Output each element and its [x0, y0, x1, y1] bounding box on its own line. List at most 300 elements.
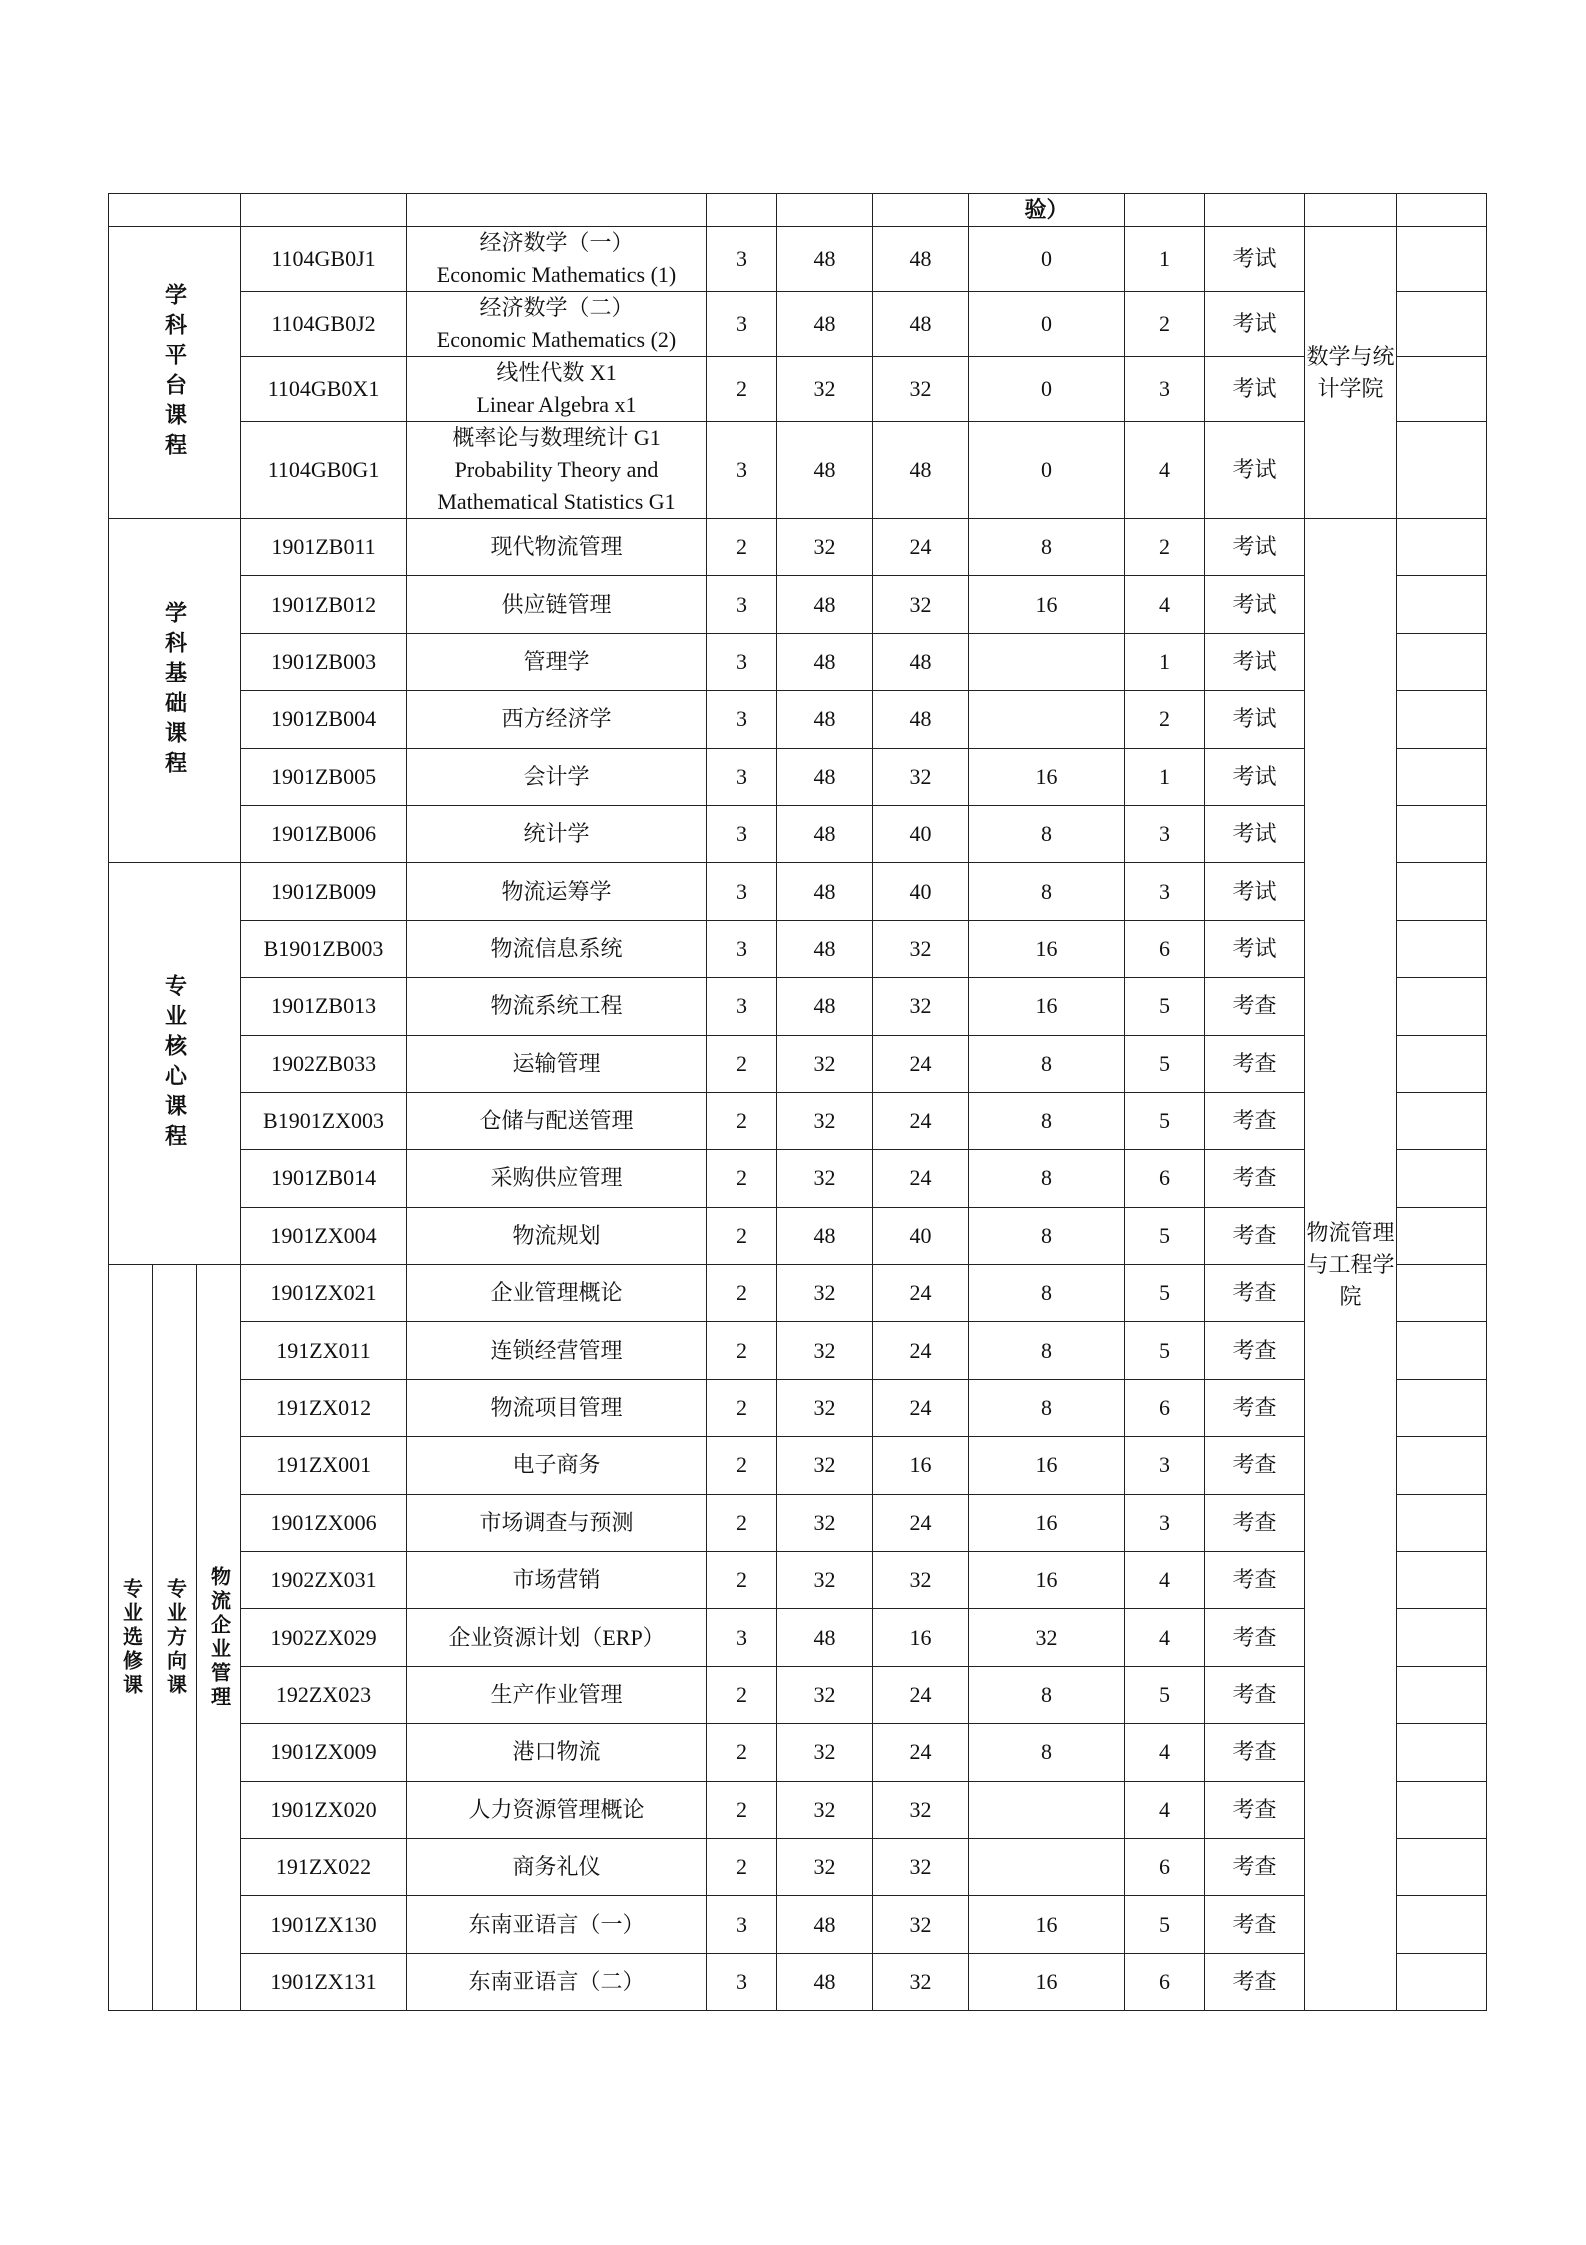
course-name-en: Probability Theory and Mathematical Statistics G1 [437, 457, 676, 514]
course-name: 市场营销 [407, 1552, 707, 1609]
theory-hours: 24 [873, 519, 969, 576]
course-name: 物流运筹学 [407, 863, 707, 920]
course-code: 1902ZB033 [241, 1035, 407, 1092]
total-hours: 48 [777, 1609, 873, 1666]
practice-hours: 0 [969, 422, 1125, 519]
course-name: 连锁经营管理 [407, 1322, 707, 1379]
total-hours: 48 [777, 691, 873, 748]
table-row [109, 292, 1487, 357]
total-hours: 32 [777, 1552, 873, 1609]
course-credits: 2 [707, 1150, 777, 1207]
theory-hours: 48 [873, 292, 969, 357]
semester: 2 [1125, 292, 1205, 357]
remarks-cell [1397, 1609, 1487, 1666]
remarks-cell [1397, 1781, 1487, 1838]
remarks-cell [1397, 227, 1487, 292]
semester: 5 [1125, 978, 1205, 1035]
empty-cell [873, 194, 969, 227]
empty-cell [707, 194, 777, 227]
course-name [407, 422, 707, 519]
semester: 4 [1125, 1552, 1205, 1609]
table-row [109, 1092, 1487, 1149]
semester: 2 [1125, 691, 1205, 748]
course-code: 1901ZB004 [241, 691, 407, 748]
course-code: 1104GB0X1 [241, 357, 407, 422]
empty-cell [777, 194, 873, 227]
table-row [109, 691, 1487, 748]
course-credits: 3 [707, 691, 777, 748]
course-name: 物流项目管理 [407, 1379, 707, 1436]
table-row [109, 805, 1487, 862]
assessment-type: 考试 [1205, 576, 1305, 633]
course-credits: 3 [707, 920, 777, 977]
course-name: 商务礼仪 [407, 1838, 707, 1895]
course-name: 物流信息系统 [407, 920, 707, 977]
table-row [109, 1437, 1487, 1494]
table-row [109, 1207, 1487, 1264]
course-name: 西方经济学 [407, 691, 707, 748]
semester: 4 [1125, 422, 1205, 519]
empty-cell [1397, 194, 1487, 227]
semester: 3 [1125, 1494, 1205, 1551]
total-hours: 32 [777, 1666, 873, 1723]
assessment-type: 考试 [1205, 863, 1305, 920]
theory-hours: 32 [873, 748, 969, 805]
table-row [109, 748, 1487, 805]
table-row [109, 920, 1487, 977]
course-code: 1104GB0G1 [241, 422, 407, 519]
semester: 6 [1125, 1953, 1205, 2010]
theory-hours: 24 [873, 1379, 969, 1436]
table-row [109, 1666, 1487, 1723]
assessment-type: 考试 [1205, 519, 1305, 576]
course-code: 1901ZX021 [241, 1265, 407, 1322]
category-foundation: 学科基础课程 [109, 519, 241, 863]
category-core: 专业核心课程 [109, 863, 241, 1265]
assessment-type: 考试 [1205, 748, 1305, 805]
course-credits: 2 [707, 1781, 777, 1838]
assessment-type: 考试 [1205, 691, 1305, 748]
course-name [407, 227, 707, 292]
theory-hours: 24 [873, 1035, 969, 1092]
course-code: 1901ZX130 [241, 1896, 407, 1953]
course-code: 1901ZX006 [241, 1494, 407, 1551]
total-hours: 32 [777, 1494, 873, 1551]
course-name: 管理学 [407, 633, 707, 690]
practice-hours: 16 [969, 576, 1125, 633]
course-name: 物流规划 [407, 1207, 707, 1264]
course-credits: 3 [707, 748, 777, 805]
assessment-type: 考查 [1205, 1609, 1305, 1666]
theory-hours: 40 [873, 1207, 969, 1264]
course-code: 191ZX012 [241, 1379, 407, 1436]
course-name-cn: 概率论与数理统计 G1 [452, 425, 661, 450]
course-code: 1901ZB014 [241, 1150, 407, 1207]
course-name: 企业管理概论 [407, 1265, 707, 1322]
semester: 1 [1125, 227, 1205, 292]
course-name-cn: 经济数学（一） [479, 230, 634, 255]
course-code: 1901ZB013 [241, 978, 407, 1035]
empty-cell [109, 194, 241, 227]
remarks-cell [1397, 863, 1487, 920]
semester: 4 [1125, 1609, 1205, 1666]
semester: 5 [1125, 1322, 1205, 1379]
empty-cell [1125, 194, 1205, 227]
semester: 5 [1125, 1092, 1205, 1149]
course-credits: 3 [707, 633, 777, 690]
remarks-cell [1397, 978, 1487, 1035]
remarks-cell [1397, 691, 1487, 748]
table-row [109, 1896, 1487, 1953]
course-code: 1901ZX004 [241, 1207, 407, 1264]
assessment-type: 考查 [1205, 978, 1305, 1035]
assessment-type: 考试 [1205, 357, 1305, 422]
practice-hours: 8 [969, 1092, 1125, 1149]
theory-hours: 48 [873, 691, 969, 748]
remarks-cell [1397, 1494, 1487, 1551]
course-credits: 2 [707, 519, 777, 576]
course-name: 企业资源计划（ERP） [407, 1609, 707, 1666]
course-code: 191ZX022 [241, 1838, 407, 1895]
department: 数学与统计学院 [1305, 227, 1397, 519]
assessment-type: 考查 [1205, 1953, 1305, 2010]
total-hours: 48 [777, 863, 873, 920]
course-credits: 2 [707, 1437, 777, 1494]
semester: 5 [1125, 1896, 1205, 1953]
practice-hours: 8 [969, 1724, 1125, 1781]
total-hours: 48 [777, 1207, 873, 1264]
course-credits: 2 [707, 1494, 777, 1551]
table-row [109, 863, 1487, 920]
total-hours: 32 [777, 1150, 873, 1207]
remarks-cell [1397, 576, 1487, 633]
course-credits: 3 [707, 1953, 777, 2010]
remarks-cell [1397, 1724, 1487, 1781]
table-row [109, 1150, 1487, 1207]
remarks-cell [1397, 422, 1487, 519]
course-credits: 3 [707, 1896, 777, 1953]
category-sub-direction: 物流企业管理 [197, 1265, 241, 2011]
theory-hours: 24 [873, 1092, 969, 1149]
table-row [109, 1609, 1487, 1666]
remarks-cell [1397, 357, 1487, 422]
semester: 3 [1125, 863, 1205, 920]
remarks-cell [1397, 1207, 1487, 1264]
table-row [109, 1265, 1487, 1322]
course-credits: 3 [707, 978, 777, 1035]
course-code: 192ZX023 [241, 1666, 407, 1723]
table-row [109, 1494, 1487, 1551]
assessment-type: 考查 [1205, 1207, 1305, 1264]
practice-hours: 0 [969, 357, 1125, 422]
course-plan-table [108, 193, 1487, 2011]
assessment-type: 考查 [1205, 1035, 1305, 1092]
theory-hours: 48 [873, 227, 969, 292]
remarks-cell [1397, 292, 1487, 357]
course-code: B1901ZX003 [241, 1092, 407, 1149]
total-hours: 48 [777, 422, 873, 519]
remarks-cell [1397, 920, 1487, 977]
remarks-cell [1397, 1035, 1487, 1092]
practice-hours: 16 [969, 1494, 1125, 1551]
course-credits: 3 [707, 1609, 777, 1666]
theory-hours: 48 [873, 633, 969, 690]
course-code: 191ZX001 [241, 1437, 407, 1494]
table-row [109, 1379, 1487, 1436]
header-fragment: 验） [969, 194, 1125, 227]
semester: 1 [1125, 633, 1205, 690]
course-credits: 3 [707, 576, 777, 633]
practice-hours: 16 [969, 1437, 1125, 1494]
theory-hours: 24 [873, 1322, 969, 1379]
practice-hours: 16 [969, 748, 1125, 805]
course-name: 东南亚语言（二） [407, 1953, 707, 2010]
semester: 6 [1125, 1150, 1205, 1207]
table-row [109, 1781, 1487, 1838]
category-platform: 学科平台课程 [109, 227, 241, 519]
course-credits: 3 [707, 805, 777, 862]
assessment-type: 考试 [1205, 422, 1305, 519]
course-name [407, 357, 707, 422]
course-code: 1901ZX131 [241, 1953, 407, 2010]
course-name: 电子商务 [407, 1437, 707, 1494]
theory-hours: 32 [873, 1896, 969, 1953]
table-row [109, 1322, 1487, 1379]
assessment-type: 考试 [1205, 920, 1305, 977]
semester: 5 [1125, 1035, 1205, 1092]
table-row [109, 1035, 1487, 1092]
total-hours: 48 [777, 978, 873, 1035]
table-row [109, 357, 1487, 422]
theory-hours: 40 [873, 863, 969, 920]
assessment-type: 考查 [1205, 1666, 1305, 1723]
semester: 5 [1125, 1666, 1205, 1723]
semester: 3 [1125, 805, 1205, 862]
course-credits: 2 [707, 1322, 777, 1379]
theory-hours: 16 [873, 1609, 969, 1666]
total-hours: 32 [777, 1437, 873, 1494]
course-credits: 2 [707, 1207, 777, 1264]
course-credits: 3 [707, 422, 777, 519]
practice-hours: 16 [969, 1953, 1125, 2010]
empty-cell [407, 194, 707, 227]
course-code: 1901ZB011 [241, 519, 407, 576]
assessment-type: 考查 [1205, 1896, 1305, 1953]
assessment-type: 考查 [1205, 1265, 1305, 1322]
course-name-cn: 经济数学（二） [479, 295, 634, 320]
practice-hours [969, 1838, 1125, 1895]
course-name: 市场调查与预测 [407, 1494, 707, 1551]
theory-hours: 24 [873, 1265, 969, 1322]
course-credits: 2 [707, 1092, 777, 1149]
remarks-cell [1397, 1322, 1487, 1379]
table-row [109, 422, 1487, 519]
practice-hours: 16 [969, 1896, 1125, 1953]
table-row [109, 227, 1487, 292]
practice-hours: 8 [969, 1322, 1125, 1379]
remarks-cell [1397, 519, 1487, 576]
theory-hours: 32 [873, 357, 969, 422]
practice-hours [969, 1781, 1125, 1838]
department: 物流管理与工程学院 [1305, 519, 1397, 2011]
course-name: 生产作业管理 [407, 1666, 707, 1723]
assessment-type: 考试 [1205, 292, 1305, 357]
practice-hours: 8 [969, 519, 1125, 576]
assessment-type: 考查 [1205, 1552, 1305, 1609]
remarks-cell [1397, 1092, 1487, 1149]
total-hours: 32 [777, 1092, 873, 1149]
semester: 5 [1125, 1265, 1205, 1322]
remarks-cell [1397, 1838, 1487, 1895]
course-name-en: Linear Algebra x1 [476, 392, 637, 417]
practice-hours: 8 [969, 1265, 1125, 1322]
course-name: 会计学 [407, 748, 707, 805]
total-hours: 32 [777, 1724, 873, 1781]
course-name [407, 292, 707, 357]
theory-hours: 24 [873, 1724, 969, 1781]
practice-hours: 16 [969, 920, 1125, 977]
total-hours: 32 [777, 1035, 873, 1092]
semester: 1 [1125, 748, 1205, 805]
assessment-type: 考查 [1205, 1781, 1305, 1838]
course-credits: 2 [707, 357, 777, 422]
table-row [109, 633, 1487, 690]
practice-hours: 8 [969, 1207, 1125, 1264]
course-code: 191ZX011 [241, 1322, 407, 1379]
course-credits: 2 [707, 1838, 777, 1895]
theory-hours: 24 [873, 1666, 969, 1723]
theory-hours: 24 [873, 1494, 969, 1551]
assessment-type: 考查 [1205, 1494, 1305, 1551]
practice-hours: 0 [969, 227, 1125, 292]
remarks-cell [1397, 1552, 1487, 1609]
theory-hours: 32 [873, 1781, 969, 1838]
theory-hours: 32 [873, 576, 969, 633]
semester: 2 [1125, 519, 1205, 576]
semester: 4 [1125, 576, 1205, 633]
semester: 6 [1125, 1379, 1205, 1436]
semester: 3 [1125, 357, 1205, 422]
table-row [109, 978, 1487, 1035]
course-name-cn: 线性代数 X1 [496, 360, 617, 385]
practice-hours: 32 [969, 1609, 1125, 1666]
course-credits: 2 [707, 1265, 777, 1322]
theory-hours: 32 [873, 1838, 969, 1895]
semester: 5 [1125, 1207, 1205, 1264]
course-name: 仓储与配送管理 [407, 1092, 707, 1149]
theory-hours: 24 [873, 1150, 969, 1207]
remarks-cell [1397, 1666, 1487, 1723]
category-direction: 专业方向课 [153, 1265, 197, 2011]
total-hours: 48 [777, 576, 873, 633]
assessment-type: 考查 [1205, 1150, 1305, 1207]
assessment-type: 考查 [1205, 1724, 1305, 1781]
total-hours: 32 [777, 1838, 873, 1895]
category-elective: 专业选修课 [109, 1265, 153, 2011]
total-hours: 32 [777, 1322, 873, 1379]
remarks-cell [1397, 1379, 1487, 1436]
table-row [109, 1724, 1487, 1781]
assessment-type: 考查 [1205, 1092, 1305, 1149]
total-hours: 48 [777, 1953, 873, 2010]
assessment-type: 考查 [1205, 1437, 1305, 1494]
theory-hours: 40 [873, 805, 969, 862]
course-credits: 2 [707, 1724, 777, 1781]
course-code: 1902ZX031 [241, 1552, 407, 1609]
total-hours: 48 [777, 633, 873, 690]
practice-hours: 0 [969, 292, 1125, 357]
course-code: 1901ZB005 [241, 748, 407, 805]
course-name: 物流系统工程 [407, 978, 707, 1035]
course-credits: 2 [707, 1666, 777, 1723]
total-hours: 48 [777, 227, 873, 292]
semester: 4 [1125, 1724, 1205, 1781]
remarks-cell [1397, 1265, 1487, 1322]
course-name: 运输管理 [407, 1035, 707, 1092]
practice-hours: 8 [969, 1666, 1125, 1723]
course-code: 1901ZB003 [241, 633, 407, 690]
total-hours: 32 [777, 1781, 873, 1838]
assessment-type: 考试 [1205, 805, 1305, 862]
total-hours: 48 [777, 292, 873, 357]
theory-hours: 48 [873, 422, 969, 519]
total-hours: 32 [777, 1379, 873, 1436]
theory-hours: 32 [873, 1552, 969, 1609]
empty-cell [1205, 194, 1305, 227]
course-credits: 3 [707, 863, 777, 920]
remarks-cell [1397, 748, 1487, 805]
total-hours: 48 [777, 920, 873, 977]
total-hours: 48 [777, 1896, 873, 1953]
empty-cell [1305, 194, 1397, 227]
course-name: 采购供应管理 [407, 1150, 707, 1207]
course-code: 1901ZX009 [241, 1724, 407, 1781]
course-name: 统计学 [407, 805, 707, 862]
course-name: 现代物流管理 [407, 519, 707, 576]
theory-hours: 16 [873, 1437, 969, 1494]
table-row [109, 519, 1487, 576]
remarks-cell [1397, 1437, 1487, 1494]
semester: 6 [1125, 1838, 1205, 1895]
semester: 4 [1125, 1781, 1205, 1838]
remarks-cell [1397, 633, 1487, 690]
table-row [109, 1552, 1487, 1609]
table-row [109, 576, 1487, 633]
course-code: 1104GB0J2 [241, 292, 407, 357]
course-name: 供应链管理 [407, 576, 707, 633]
table-row [109, 1953, 1487, 2010]
remarks-cell [1397, 1896, 1487, 1953]
remarks-cell [1397, 805, 1487, 862]
practice-hours: 8 [969, 805, 1125, 862]
remarks-cell [1397, 1150, 1487, 1207]
total-hours: 32 [777, 519, 873, 576]
course-code: 1901ZB012 [241, 576, 407, 633]
practice-hours: 16 [969, 1552, 1125, 1609]
course-credits: 2 [707, 1379, 777, 1436]
total-hours: 32 [777, 357, 873, 422]
total-hours: 48 [777, 748, 873, 805]
theory-hours: 32 [873, 978, 969, 1035]
course-name: 东南亚语言（一） [407, 1896, 707, 1953]
semester: 3 [1125, 1437, 1205, 1494]
course-code: 1901ZX020 [241, 1781, 407, 1838]
assessment-type: 考试 [1205, 633, 1305, 690]
practice-hours: 8 [969, 1379, 1125, 1436]
theory-hours: 32 [873, 1953, 969, 2010]
course-credits: 2 [707, 1552, 777, 1609]
course-credits: 3 [707, 292, 777, 357]
